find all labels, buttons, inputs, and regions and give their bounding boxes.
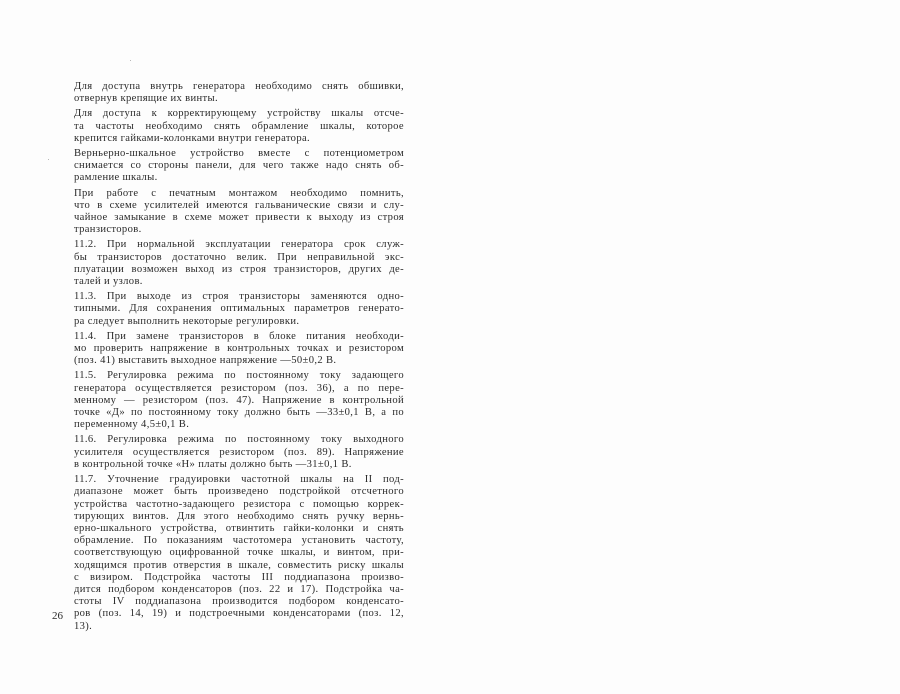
text-line: 11.4. При замене транзисторов в блоке питания необходи-: [74, 330, 404, 342]
text-line: рамление шкалы.: [74, 172, 158, 184]
text-line: снимается со стороны панели, для чего также надо снять об-: [74, 160, 404, 172]
text-line: та частоты необходимо снять обрамление шкалы, которое: [74, 120, 404, 132]
text-line: При работе с печатным монтажом необходимо помнить,: [74, 187, 404, 199]
paragraph-vernier-removal: [52, 148, 404, 185]
text-line: ерно-шкального устройства, отвинтить гайки-колонки и снять: [74, 522, 404, 534]
text-line: ров (поз. 14, 19) и подстроечными конденсаторами (поз. 12,: [74, 608, 404, 620]
paragraph-11-6: [52, 434, 404, 471]
text-line: бы транзисторов достаточно велик. При неправильной экс-: [74, 251, 404, 263]
text-line: диапазоне может быть произведено подстройкой отсчетного: [74, 486, 404, 498]
paragraph-11-5: [52, 370, 404, 431]
paragraph-11-3: [52, 291, 404, 328]
text-line: 11.7. Уточнение градуировки частотной шкалы на II под-: [74, 474, 404, 486]
text-line: с визиром. Подстройка частоты III поддиапазона произво-: [74, 571, 404, 583]
paragraph-11-7: [52, 474, 404, 633]
text-line: ходящимся против отверстия в шкале, совместить риску шкалы: [74, 559, 404, 571]
text-line: стоты IV поддиапазона производится подбором конденсато-: [74, 596, 404, 608]
body-text: [52, 81, 404, 636]
text-line: устройства частотно-задающего резистора с помощью коррек-: [74, 498, 404, 510]
text-line: 11.2. При нормальной эксплуатации генератора срок служ-: [74, 239, 404, 251]
text-line: отвернув крепящие их винты.: [74, 93, 219, 105]
text-line: точке «Д» по постоянному току должно быть —33±0,1 В, а по: [74, 407, 404, 419]
text-line: что в схеме усилителей имеются гальванические связи и слу-: [74, 199, 404, 211]
text-line: Для доступа внутрь генератора необходимо снять обшивки,: [74, 81, 404, 92]
text-line: генератора осуществляется резистором (поз. 36), а по пере-: [74, 382, 404, 394]
text-line: дится подбором конденсаторов (поз. 22 и 17). Подстройка ча-: [74, 583, 404, 595]
text-line: 13).: [74, 620, 93, 632]
text-line: Верньерно-шкальное устройство вместе с потенциометром: [74, 148, 404, 160]
page-number: 26: [52, 610, 63, 622]
text-line: обрамление. По показаниям частотомера установить частоту,: [74, 535, 404, 547]
text-line: в контрольной точке «Н» платы должно быть —31±0,1 В.: [74, 458, 352, 470]
text-line: переменному 4,5±0,1 В.: [74, 419, 190, 431]
text-line: менному — резистором (поз. 47). Напряжение в контрольной: [74, 394, 404, 406]
paragraph-scale-correction-access: [52, 108, 404, 145]
text-line: 11.5. Регулировка режима по постоянному току задающего: [74, 370, 404, 382]
text-line: Для доступа к корректирующему устройству шкалы отсче-: [74, 108, 404, 120]
text-line: транзисторов.: [74, 224, 142, 236]
paragraph-11-4: [52, 331, 404, 368]
text-line: (поз. 41) выставить выходное напряжение —50±0,2 В.: [74, 355, 337, 367]
scan-speck: [130, 60, 131, 61]
text-line: ра следует выполнить некоторые регулировки.: [74, 315, 300, 327]
scan-speck: [48, 159, 49, 160]
paragraph-11-2: [52, 239, 404, 288]
text-line: плуатации возможен выход из строя транзисторов, других де-: [74, 263, 404, 275]
text-line: типными. Для сохранения оптимальных параметров генерато-: [74, 303, 404, 315]
paragraph-access-inside: [52, 81, 404, 105]
text-line: 11.3. При выходе из строя транзисторы заменяются одно-: [74, 291, 404, 303]
text-line: крепится гайками-колонками внутри генератора.: [74, 132, 311, 144]
text-line: соответствующую оцифрованной точке шкалы, и винтом, при-: [74, 547, 404, 559]
paragraph-printed-circuit-warning: [52, 188, 404, 237]
text-line: талей и узлов.: [74, 276, 143, 288]
text-line: 11.6. Регулировка режима по постоянному току выходного: [74, 434, 404, 446]
text-line: чайное замыкание в схеме может привести к выходу из строя: [74, 212, 404, 224]
text-line: усилителя осуществляется резистором (поз. 89). Напряжение: [74, 446, 404, 458]
text-line: мо проверить напряжение в контрольных точках и резистором: [74, 343, 404, 355]
text-line: тирующих винтов. Для этого необходимо снять ручку вернь-: [74, 510, 404, 522]
